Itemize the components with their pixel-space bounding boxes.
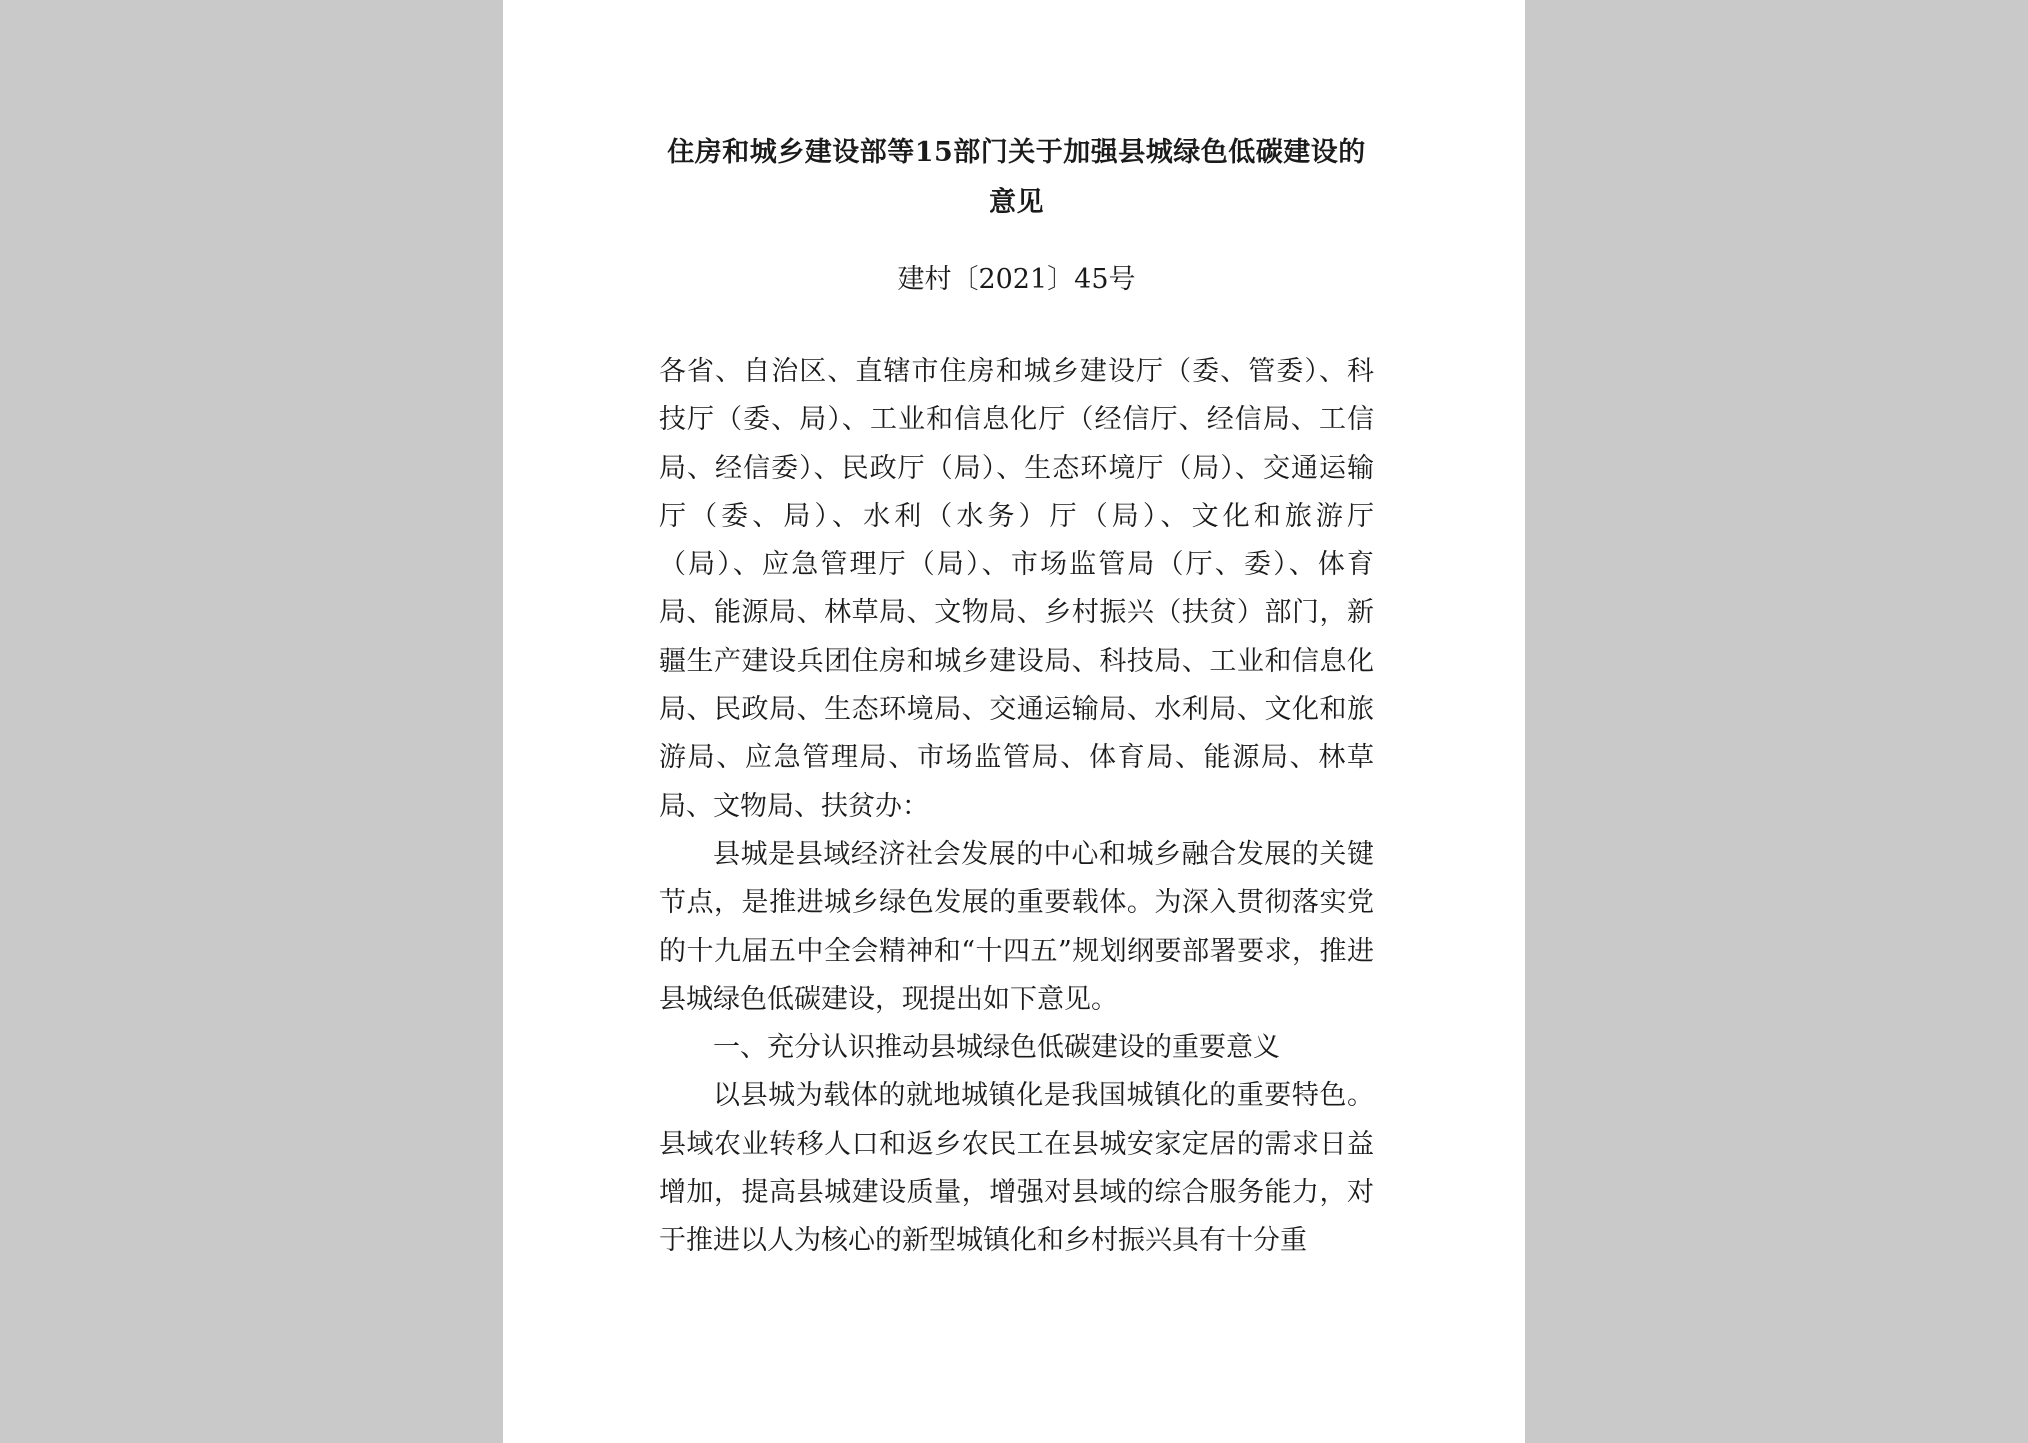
document-title [659, 128, 1374, 228]
section-1-heading: 一、充分认识推动县城绿色低碳建设的重要意义 [713, 1032, 1280, 1064]
intro-paragraph: 县城是县域经济社会发展的中心和城乡融合发展的关键节点，是推进城乡绿色发展的重要载体。为深入贯彻落实党的十九届五中全会精神和“十四五”规划纲要部署要求，推进县城绿色低碳建设，现提出如下意见。 [659, 838, 1374, 1015]
addressee-paragraph: 各省、自治区、直辖市住房和城乡建设厅（委、管委）、科技厅（委、局）、工业和信息化厅（经信厅、经信局、工信局、经信委）、民政厅（局）、生态环境厅（局）、交通运输厅（委、局）、水利（水务）厅（局）、文化和旅游厅（局）、应急管理厅（局）、市场监管局（厅、委）、体育局、能源局、林草局、文物局、乡村振兴（扶贫）部门，新疆生产建设兵团住房和城乡建设局、科技局、工业和信息化局、民政局、生态环境局、交通运输局、水利局、文化和旅游局、应急管理局、市场监管局、体育局、能源局、林草局、文物局、扶贫办： [659, 356, 1374, 822]
document-content [659, 128, 1374, 1266]
section-1-paragraph: 以县城为载体的就地城镇化是我国城镇化的重要特色。县域农业转移人口和返乡农民工在县城安家定居的需求日益增加，提高县城建设质量，增强对县域的综合服务能力，对于推进以人为核心的新型城镇化和乡村振兴具有十分重 [659, 1080, 1374, 1257]
document-number: 建村〔2021〕45号 [897, 264, 1136, 295]
title-line-2: 意见 [989, 187, 1044, 218]
title-line-1: 住房和城乡建设部等15部门关于加强县城绿色低碳建设的 [667, 137, 1366, 168]
document-page [503, 0, 1525, 1443]
